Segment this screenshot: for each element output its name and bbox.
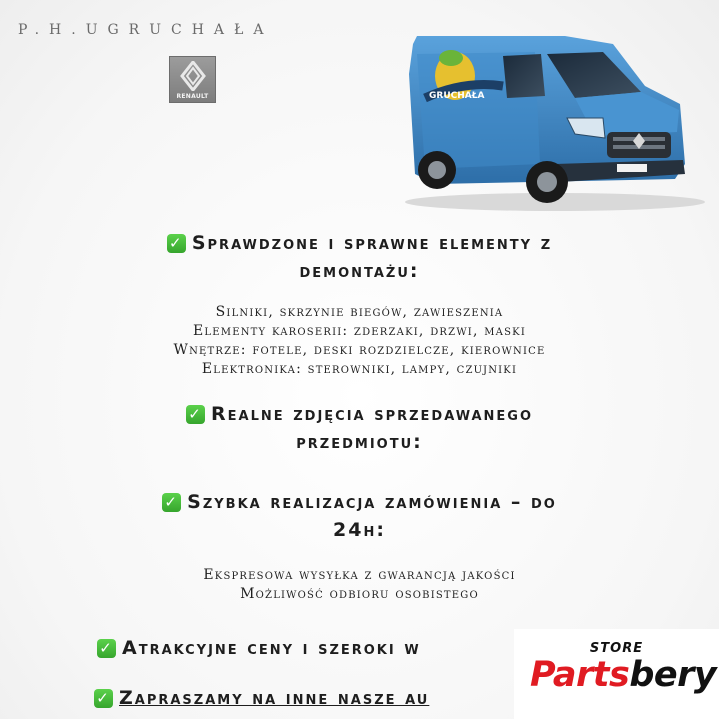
section-heading — [0, 488, 719, 516]
heading-line: Sprawdzone i sprawne elementy z — [191, 232, 553, 254]
renault-logo — [169, 56, 216, 103]
section-invite — [94, 684, 514, 712]
section-heading — [0, 400, 719, 428]
section-fast-delivery — [0, 488, 719, 604]
section-heading — [0, 229, 719, 257]
section-prices — [97, 634, 517, 662]
renault-diamond-icon — [180, 61, 206, 91]
check-icon: ✓ — [162, 493, 181, 512]
heading-line: demontażu: — [299, 260, 420, 282]
heading-line: przedmiotu: — [296, 431, 423, 453]
section-details — [0, 566, 719, 604]
heading-line: Szybka realizacja zamówienia – do — [187, 491, 557, 513]
store-name-part2: bery — [629, 655, 717, 695]
check-icon: ✓ — [94, 689, 113, 708]
check-icon: ✓ — [97, 639, 116, 658]
store-name — [530, 655, 716, 695]
detail-line: Ekspresowa wysyłka z gwarancją jakości — [203, 567, 516, 583]
section-heading — [97, 634, 517, 662]
heading-line: 24h: — [333, 519, 386, 541]
detail-line: Elektronika: sterowniki, lampy, czujniki — [201, 361, 518, 377]
detail-line: Elementy karoserii: zderzaki, drzwi, maski — [193, 323, 526, 339]
detail-line: Silniki, skrzynie biegów, zawieszenia — [215, 304, 504, 320]
van-image — [395, 14, 707, 214]
store-name-part1: Parts — [530, 655, 630, 695]
section-photos — [0, 400, 719, 456]
check-icon: ✓ — [167, 234, 186, 253]
section-parts — [0, 229, 719, 379]
store-badge — [514, 629, 719, 719]
check-icon: ✓ — [186, 405, 205, 424]
brand-name: P.H.UGRUCHAŁA — [18, 22, 274, 38]
heading-line: Atrakcyjne ceny i szeroki w — [122, 637, 421, 659]
detail-line: Możliwość odbioru osobistego — [240, 586, 479, 602]
logo-label: RENAULT — [176, 93, 209, 100]
van-decal-text: GRUCHAŁA — [429, 91, 485, 101]
detail-line: Wnętrze: fotele, deski rozdzielcze, kierownice — [173, 342, 546, 358]
heading-line: Realne zdjęcia sprzedawanego — [211, 403, 533, 425]
section-details — [0, 303, 719, 379]
section-heading — [94, 684, 514, 712]
store-label: STORE — [589, 641, 644, 656]
heading-line[interactable]: Zapraszamy na inne nasze au — [119, 687, 430, 709]
